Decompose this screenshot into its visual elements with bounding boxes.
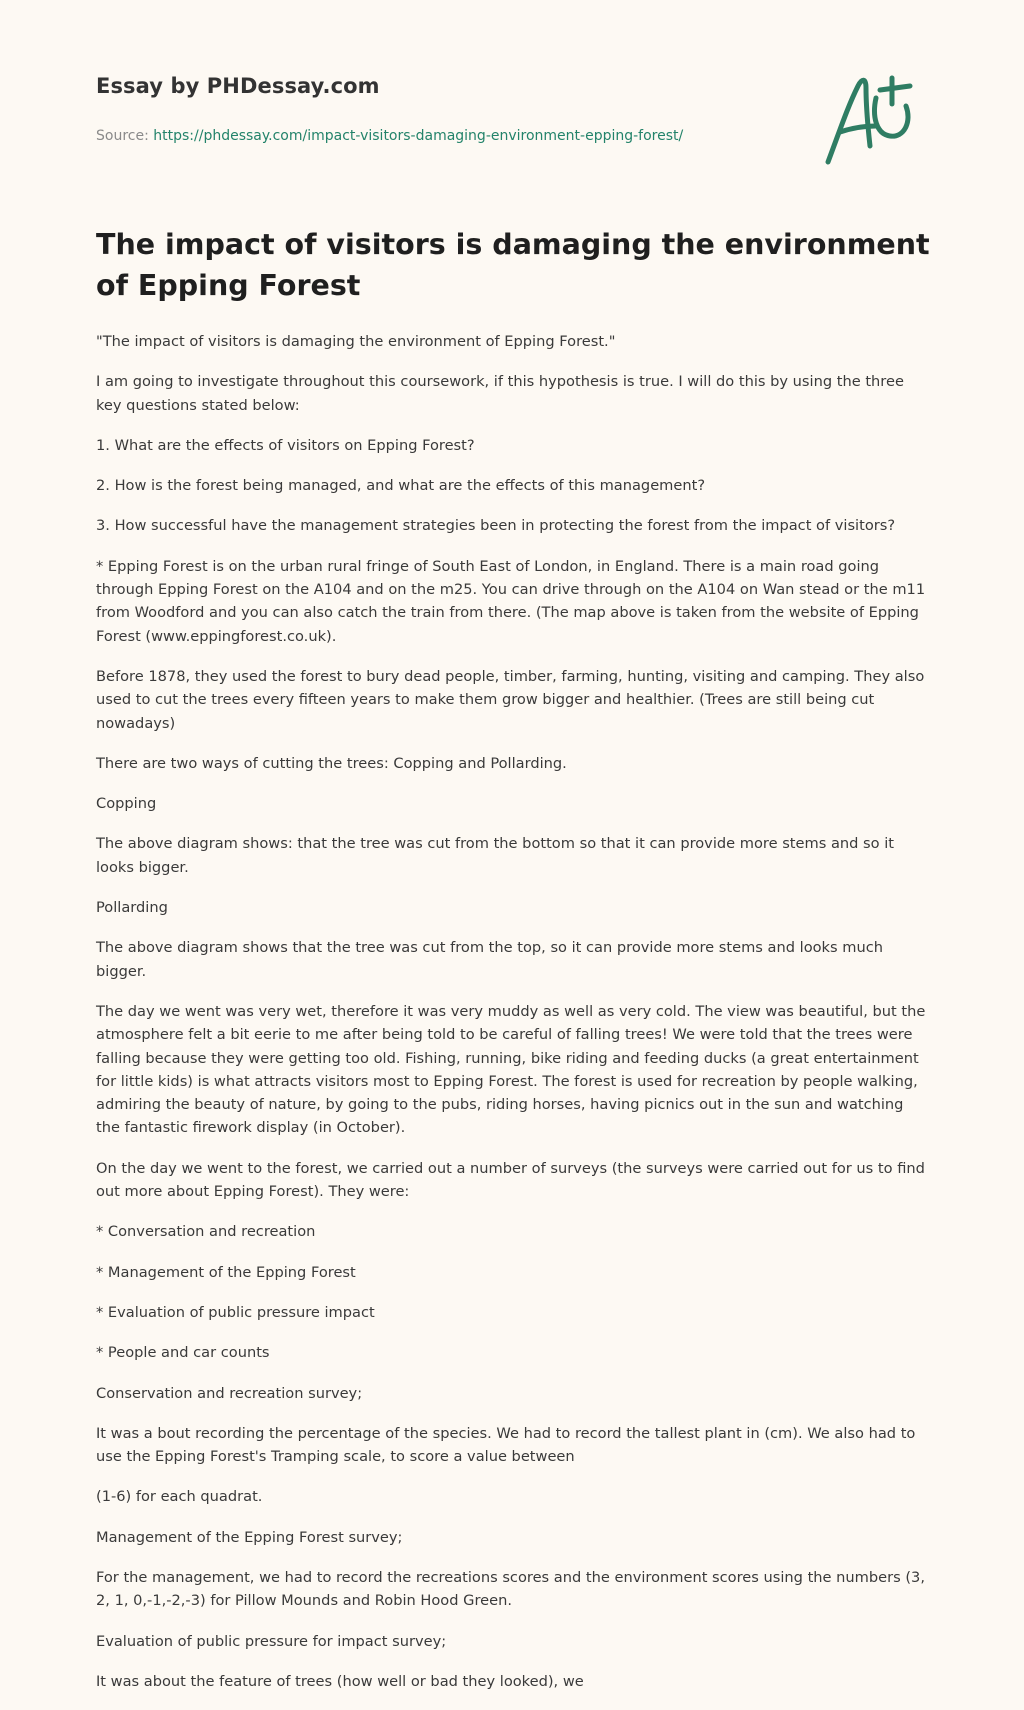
essay-paragraph: Evaluation of public pressure for impact survey;: [96, 1632, 447, 1650]
essay-paragraph: * Conversation and recreation: [96, 1223, 316, 1241]
site-title: Essay by PHDessay.com: [96, 74, 380, 98]
essay-paragraph: Pollarding: [96, 899, 168, 917]
source-label: Source:: [96, 128, 149, 144]
source-link[interactable]: https://phdessay.com/impact-visitors-damaging-environment-epping-forest/: [153, 128, 684, 144]
a-plus-logo-icon: [818, 70, 928, 170]
essay-paragraph: 3. How successful have the management strategies been in protecting the forest from the impact of visitors?: [96, 517, 896, 535]
essay-paragraph: On the day we went to the forest, we carried out a number of surveys (the surveys were carried out for us to find out more about Epping Forest). They were:: [96, 1159, 925, 1201]
essay-paragraph: Before 1878, they used the forest to bury dead people, timber, farming, hunting, visiting and camping. They also used to cut the trees every fifteen years to make them grow bigger and healthier. (Trees are still being cut nowadays): [96, 667, 925, 732]
essay-paragraph: * Evaluation of public pressure impact: [96, 1303, 375, 1321]
essay-paragraph: It was a bout recording the percentage of the species. We had to record the tallest plant in (cm). We also had to use the Epping Forest's Tramping scale, to score a value between: [96, 1424, 916, 1466]
essay-paragraph: * Epping Forest is on the urban rural fringe of South East of London, in England. There is a main road going through Epping Forest on the A104 and on the m25. You can drive through on the A104 on Wan stead or the m11 from Woodford and you can also catch the train from there. (The map above is taken from the website of Epping Forest (www.eppingforest.co.uk).: [96, 557, 926, 645]
essay-paragraph: I am going to investigate throughout this coursework, if this hypothesis is true. I will do this by using the three key questions stated below:: [96, 373, 904, 414]
essay-paragraph: There are two ways of cutting the trees: Copping and Pollarding.: [96, 754, 567, 772]
essay-paragraph: 1. What are the effects of visitors on Epping Forest?: [96, 436, 475, 454]
source-line: [96, 128, 736, 144]
essay-title: The impact of visitors is damaging the environment of Epping Forest: [96, 228, 930, 302]
essay-paragraph: "The impact of visitors is damaging the environment of Epping Forest.": [96, 333, 616, 350]
essay-paragraph: * People and car counts: [96, 1344, 270, 1362]
essay-paragraph: Copping: [96, 795, 157, 813]
page-header: [96, 74, 736, 144]
essay-content: [96, 224, 930, 1710]
essay-paragraph: Management of the Epping Forest survey;: [96, 1528, 403, 1546]
essay-paragraph: It was about the feature of trees (how well or bad they looked), we: [96, 1672, 584, 1690]
essay-body: [96, 330, 930, 1693]
essay-paragraph: The above diagram shows that the tree was cut from the top, so it can provide more stems and looks much bigger.: [96, 939, 883, 980]
essay-paragraph: 2. How is the forest being managed, and what are the effects of this management?: [96, 477, 706, 495]
essay-paragraph: * Management of the Epping Forest: [96, 1263, 356, 1281]
essay-paragraph: The day we went was very wet, therefore it was very muddy as well as very cold. The view was beautiful, but the atmosphere felt a bit eerie to me after being told to be careful of falling trees! We were told that the trees were falling because they were getting too old. Fishing, running, bike riding and feeding ducks (a great entertainment for little kids) is what attracts visitors most to Epping Forest. The forest is used for recreation by people walking, admiring the beauty of nature, by going to the pubs, riding horses, having picnics out in the sun and watching the fantastic firework display (in October).: [96, 1002, 926, 1137]
essay-paragraph: For the management, we had to record the recreations scores and the environment scores using the numbers (3, 2, 1, 0,-1,-2,-3) for Pillow Mounds and Robin Hood Green.: [96, 1568, 925, 1610]
essay-paragraph: Conservation and recreation survey;: [96, 1384, 363, 1402]
essay-paragraph: (1-6) for each quadrat.: [96, 1488, 263, 1506]
essay-paragraph: The above diagram shows: that the tree was cut from the bottom so that it can provide more stems and so it looks bigger.: [96, 835, 895, 876]
